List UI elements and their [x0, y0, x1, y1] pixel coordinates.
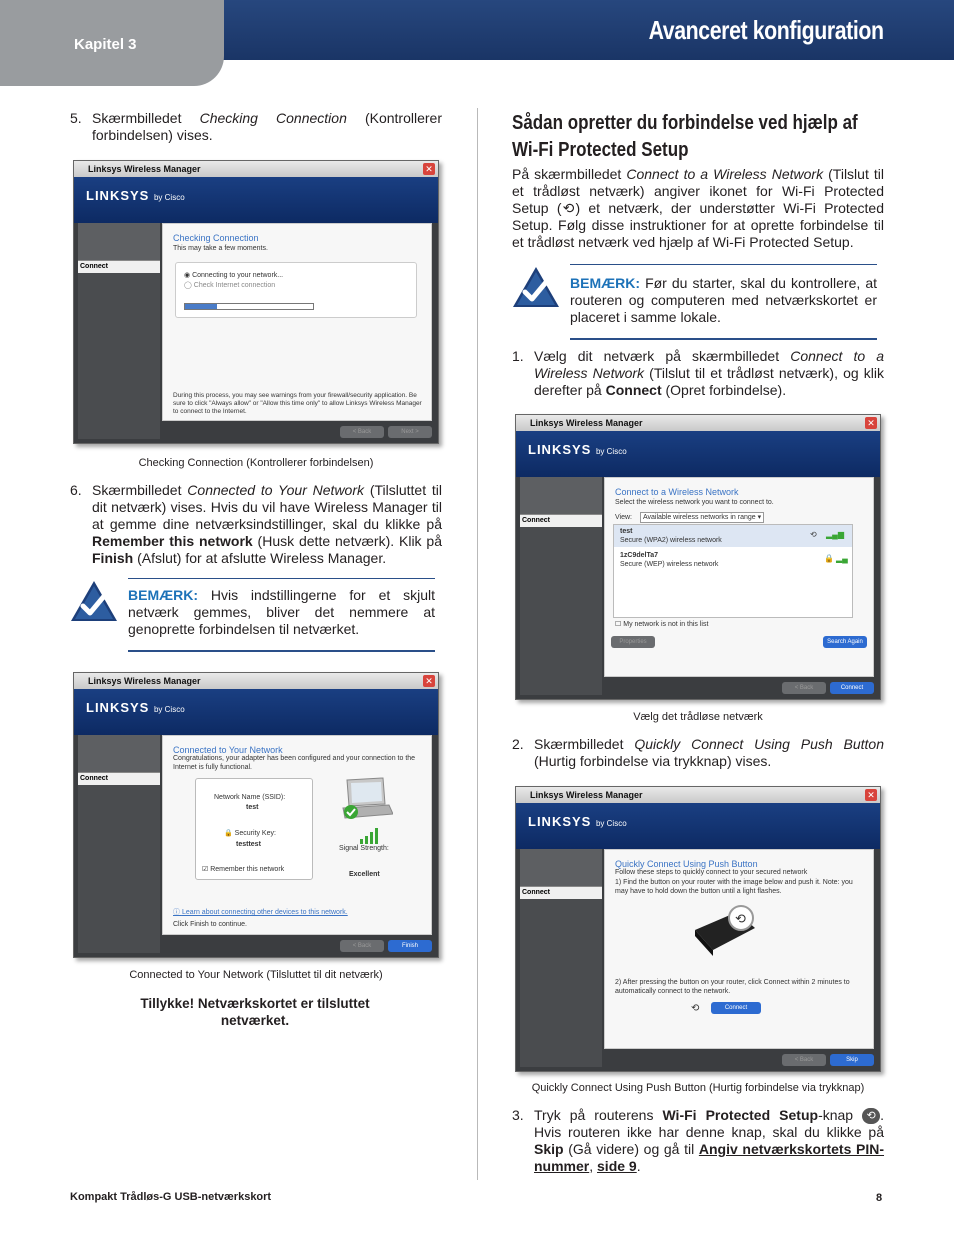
- chapter-label: Kapitel 3: [74, 36, 137, 53]
- screen-name: Connected to Your Network: [187, 482, 365, 498]
- text: (Gå videre) og gå til: [563, 1141, 699, 1158]
- chevron-down-icon: ▾: [757, 514, 762, 521]
- network-security: Secure (WEP) wireless network: [620, 561, 719, 568]
- window-title: Linksys Wireless Manager: [530, 790, 643, 800]
- chapter-tab: [0, 0, 224, 86]
- bold-term: Connect: [605, 382, 662, 398]
- linksys-logo: [528, 441, 627, 460]
- sidebar-item-connect[interactable]: Connect: [520, 515, 602, 527]
- back-button[interactable]: < Back: [782, 682, 826, 694]
- screenshot-connect-wireless: [515, 414, 881, 700]
- option-connecting: ◉ Connecting to your network...: [184, 272, 284, 279]
- text: -knap: [818, 1107, 863, 1123]
- wps-icon: ⟲: [691, 1003, 700, 1014]
- content-pane: [604, 849, 874, 1049]
- back-button[interactable]: < Back: [782, 1054, 826, 1066]
- finish-hint: Click Finish to continue.: [173, 921, 247, 928]
- search-again-button[interactable]: Search Again: [823, 636, 867, 648]
- logo-sub: by Cisco: [595, 447, 627, 456]
- lock-icon: 🔒: [824, 554, 834, 563]
- intro-paragraph: [512, 166, 884, 251]
- logo-text: LINKSYS: [86, 188, 150, 203]
- checkmark-note-icon: [512, 266, 560, 310]
- linksys-logo: [86, 699, 185, 718]
- step-number: 6.: [70, 482, 82, 498]
- window-title: Linksys Wireless Manager: [530, 418, 643, 428]
- content-pane: [162, 223, 432, 421]
- page-9-link[interactable]: side 9: [597, 1158, 637, 1175]
- lock-icon: 🔒: [224, 830, 233, 837]
- sidebar: [78, 223, 160, 439]
- pane-subtitle: Select the wireless network you want to connect to.: [615, 499, 774, 506]
- opt-text: Connecting to your network...: [192, 272, 284, 279]
- text: Skærmbilledet: [92, 482, 188, 498]
- window-titlebar: [516, 415, 880, 431]
- text: (Kontrollerer forbindelsen) vises.: [92, 110, 442, 143]
- pane-heading: Checking Connection: [173, 233, 259, 243]
- text: På skærmbilledet: [512, 166, 627, 182]
- thumbnail: [78, 735, 160, 773]
- sidebar: [78, 735, 160, 953]
- step-text: [92, 110, 442, 144]
- hidden-network-checkbox[interactable]: ☐ My network is not in this list: [615, 621, 709, 628]
- note-box-left: [128, 578, 435, 652]
- step-number: 2.: [512, 736, 524, 752]
- note-label: BEMÆRK:: [570, 275, 640, 291]
- security-key-label: [224, 829, 276, 838]
- option-internet: ◯ Check Internet connection: [184, 282, 276, 289]
- pin-section-link[interactable]: Angiv netværkskortets PIN-nummer: [534, 1141, 885, 1175]
- wps-icon: ⟲: [810, 530, 817, 539]
- linksys-logo: [86, 187, 185, 206]
- logo-text: LINKSYS: [528, 442, 592, 457]
- ssid-label: Network Name (SSID):: [214, 794, 286, 801]
- firewall-note: During this process, you may see warnings from your firewall/security application. Be sure to click "Always allow" or "Allow this time only" to allow Linksys Wireless Manager to connect to the Internet.: [173, 392, 422, 415]
- wps-icon: ⟲: [562, 200, 575, 216]
- text: Før du starter, skal du kontrollere, at routeren og computeren med netværkskortet er placeret i samme lokale.: [570, 275, 877, 325]
- note-text: [128, 587, 435, 638]
- progress-box: [175, 262, 417, 318]
- instruction-step-1: 1) Find the button on your router with the image below and push it. Note: you may have to hold down the button until a light flashes.: [615, 879, 853, 895]
- next-button[interactable]: Next >: [388, 426, 432, 438]
- screen-name: Checking Connection: [199, 110, 347, 126]
- svg-text:⟲: ⟲: [735, 912, 746, 927]
- bold-term: Finish: [92, 550, 134, 566]
- text: Vælg dit netværk på skærmbilledet: [534, 348, 791, 364]
- text: ) et netværk, der understøtter Wi-Fi Protected Setup. Følg disse instruktioner for at oprette forbindelse til et trådløst netværk ved hjælp af Wi-Fi Protected Setup.: [512, 200, 885, 250]
- properties-button[interactable]: Properties: [611, 636, 655, 648]
- text: Tryk på routerens: [534, 1107, 663, 1123]
- step-number: 5.: [70, 110, 82, 126]
- step-text: [534, 736, 884, 770]
- pane-heading: Connect to a Wireless Network: [615, 487, 739, 497]
- text: My network is not in this list: [623, 621, 709, 628]
- pane-subtitle: Congratulations, your adapter has been configured and your connection to the Internet is fully functional.: [173, 755, 416, 771]
- sidebar: [520, 477, 602, 695]
- progress-fill: [185, 304, 217, 309]
- network-info-box: [195, 778, 313, 880]
- skip-button[interactable]: Skip: [830, 1054, 874, 1066]
- section-heading: Sådan opretter du forbindelse ved hjælp af Wi-Fi Protected Setup: [512, 112, 858, 161]
- view-select[interactable]: [640, 512, 764, 523]
- footer-product-name: Kompakt Trådløs-G USB-netværkskort: [70, 1191, 272, 1203]
- window-title: Linksys Wireless Manager: [88, 164, 201, 174]
- sidebar-item-connect[interactable]: Connect: [78, 261, 160, 273]
- step-number: 3.: [512, 1107, 524, 1123]
- content-pane: [162, 735, 432, 935]
- network-name: 1zC9delTa7: [620, 552, 658, 559]
- security-key-value: testtest: [236, 841, 261, 848]
- text: (Afslut) for at afslutte Wireless Manager.: [133, 550, 387, 566]
- text: Remember this network: [210, 866, 285, 873]
- signal-value: Excellent: [349, 871, 380, 878]
- pane-subtitle: Follow these steps to quickly connect to your secured network: [615, 869, 808, 876]
- screen-name: Quickly Connect Using Push Button: [634, 736, 884, 752]
- checkmark-note-icon: [70, 580, 118, 624]
- column-divider: [477, 108, 478, 1180]
- step-text: [534, 348, 884, 399]
- caption-connect-wireless: Vælg det trådløse netværk: [633, 711, 763, 723]
- screen-name: Connect to a Wireless Network: [534, 348, 885, 381]
- thumbnail: [78, 223, 160, 261]
- content-pane: [604, 477, 874, 677]
- text: (Husk dette netværk). Klik på: [252, 533, 442, 549]
- caption-push-button: Quickly Connect Using Push Button (Hurtig forbindelse via trykknap): [531, 1082, 865, 1094]
- window-titlebar: [74, 673, 438, 689]
- close-icon[interactable]: ✕: [423, 163, 435, 175]
- bold-term: Skip: [534, 1141, 564, 1158]
- congrats-message: Tillykke! Netværkskortet er tilsluttet netværket.: [140, 996, 370, 1028]
- step-text: [534, 1107, 884, 1175]
- finish-button[interactable]: Finish: [388, 940, 432, 952]
- info-icon: ⓘ: [173, 909, 180, 916]
- text: Skærmbilledet: [534, 736, 635, 752]
- note-text: [570, 275, 877, 326]
- back-button[interactable]: < Back: [340, 940, 384, 952]
- text: (Hurtig forbindelse via trykknap) vises.: [534, 753, 772, 769]
- text: Learn about connecting other devices to this network.: [181, 909, 348, 916]
- signal-strength-icon: ▂▄: [836, 554, 848, 563]
- list-item[interactable]: [614, 525, 852, 547]
- text: Available wireless networks in range: [642, 514, 756, 521]
- window-title: Linksys Wireless Manager: [88, 676, 201, 686]
- text: (Opret forbindelse).: [661, 382, 787, 398]
- text: Hvis indstillingerne for et skjult netværk gemmes, bliver det nemmere at genoprette forbindelsen til netværket.: [128, 587, 435, 637]
- close-icon[interactable]: ✕: [423, 675, 435, 687]
- opt-text: Check Internet connection: [193, 282, 276, 289]
- signal-label: Signal Strength:: [339, 845, 389, 852]
- network-list: [613, 524, 853, 618]
- note-box-right: [570, 264, 877, 340]
- text: Security Key:: [234, 830, 276, 837]
- text: ,: [589, 1158, 598, 1175]
- signal-strength-icon: [359, 828, 379, 844]
- list-item[interactable]: [614, 549, 852, 571]
- text: (Tilsluttet til dit netværk) vises. Hvis du vil have Wireless Manager til at gemme dine netværksindstillinger, skal du klikke på: [92, 482, 443, 532]
- linksys-logo: [528, 813, 627, 832]
- note-label: BEMÆRK:: [128, 587, 198, 603]
- step-number: 1.: [512, 348, 524, 364]
- sidebar-item-connect[interactable]: Connect: [520, 887, 602, 899]
- screenshot-checking-connection: [73, 160, 439, 444]
- pane-heading: Connected to Your Network: [173, 745, 283, 755]
- instruction-step-2: 2) After pressing the button on your router, click Connect within 2 minutes to automatically connect to the network.: [615, 979, 850, 995]
- logo-sub: by Cisco: [595, 819, 627, 828]
- close-icon[interactable]: ✕: [865, 789, 877, 801]
- close-icon[interactable]: ✕: [865, 417, 877, 429]
- thumbnail: [520, 477, 602, 515]
- logo-text: LINKSYS: [86, 700, 150, 715]
- bold-term: Remember this network: [92, 533, 253, 549]
- remember-checkbox[interactable]: ☑ Remember this network: [202, 866, 285, 873]
- view-row: [615, 512, 764, 523]
- text: .: [636, 1158, 641, 1175]
- screen-name: Connect to a Wireless Network: [626, 166, 824, 182]
- connect-button[interactable]: Connect: [711, 1002, 761, 1014]
- window-titlebar: [74, 161, 438, 177]
- sidebar: [520, 849, 602, 1067]
- logo-sub: by Cisco: [153, 193, 185, 202]
- view-label: View:: [615, 514, 632, 521]
- text: . Hvis routeren ikke har denne knap, skal du klikke på: [534, 1107, 884, 1141]
- router-button-icon: [689, 900, 759, 956]
- page-header: [0, 0, 954, 86]
- connect-button[interactable]: Connect: [830, 682, 874, 694]
- text: Skærmbilledet: [92, 110, 200, 126]
- text: (Tilslut til et trådløst netværk) angiver ikonet for Wi-Fi Protected Setup (: [512, 166, 885, 216]
- pane-heading: Quickly Connect Using Push Button: [615, 859, 758, 869]
- chapter-title: Avanceret konfiguration: [648, 15, 884, 45]
- ssid-value: test: [246, 804, 259, 811]
- logo-sub: by Cisco: [153, 705, 185, 714]
- text: (Tilslut til et trådløst netværk), og klik derefter på: [534, 365, 885, 398]
- signal-strength-icon: ▂▄▆: [826, 530, 844, 539]
- caption-connected-network: Connected to Your Network (Tilsluttet til dit netværk): [129, 969, 383, 981]
- window-titlebar: [516, 787, 880, 803]
- network-security: Secure (WPA2) wireless network: [620, 537, 722, 544]
- sidebar-item-connect[interactable]: Connect: [78, 773, 160, 785]
- progress-bar: [184, 303, 314, 310]
- wps-button-icon: ⟲: [862, 1108, 880, 1124]
- back-button[interactable]: < Back: [340, 426, 384, 438]
- page-number: 8: [876, 1192, 883, 1204]
- screenshot-push-button: [515, 786, 881, 1072]
- laptop-icon: [339, 776, 393, 820]
- bold-term: Wi-Fi Protected Setup: [662, 1107, 819, 1123]
- caption-checking-connection: Checking Connection (Kontrollerer forbindelsen): [138, 457, 374, 469]
- network-name: test: [620, 528, 633, 535]
- thumbnail: [520, 849, 602, 887]
- pane-subtitle: This may take a few moments.: [173, 245, 268, 252]
- learn-more-link[interactable]: [173, 908, 348, 917]
- screenshot-connected-network: [73, 672, 439, 958]
- logo-text: LINKSYS: [528, 814, 592, 829]
- step-text: [92, 482, 442, 567]
